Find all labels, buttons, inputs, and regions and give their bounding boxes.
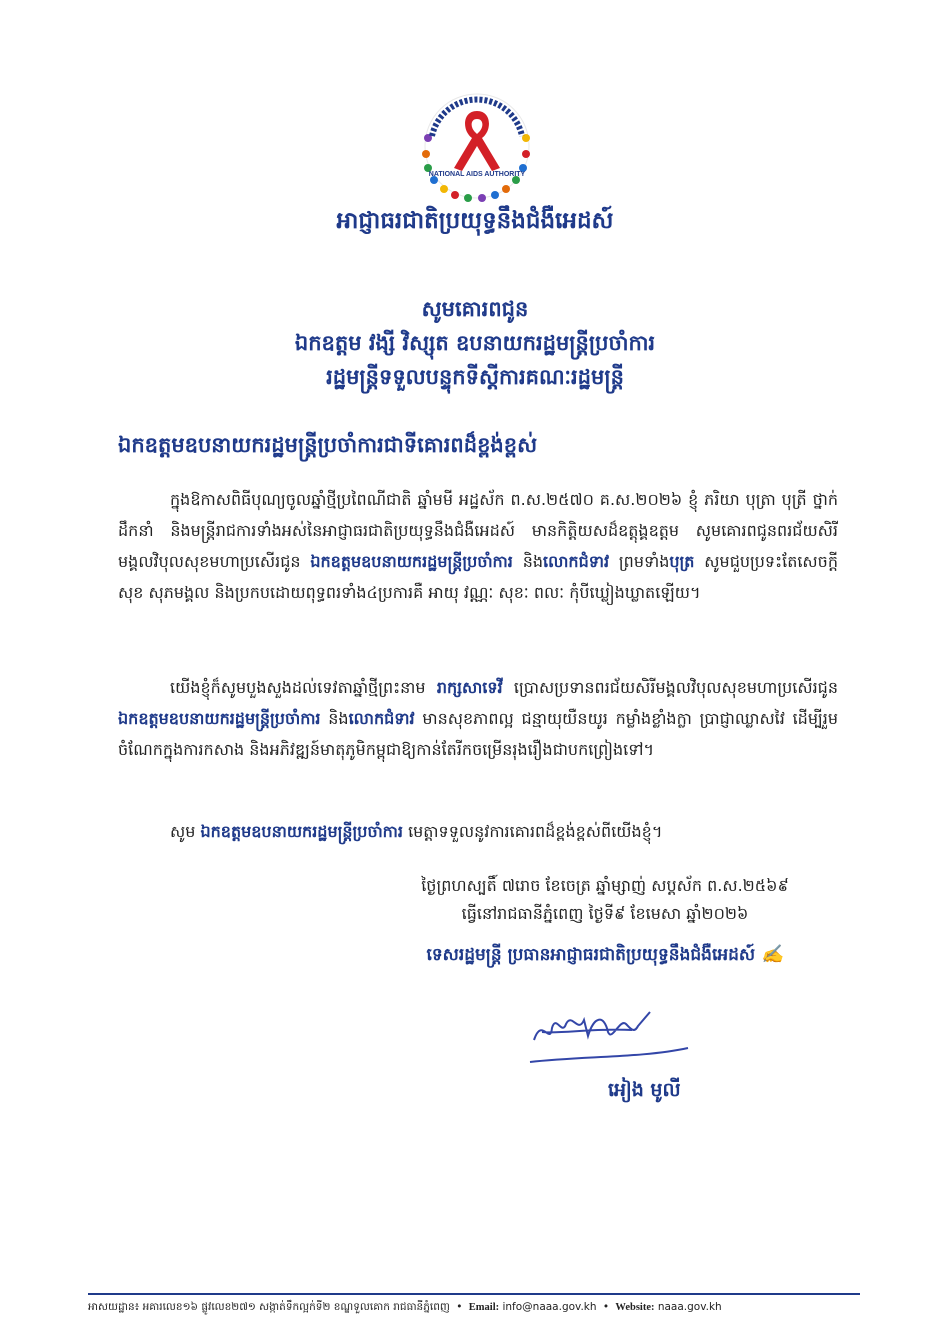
- body-paragraph-1: [118, 484, 838, 608]
- website-link[interactable]: naaa.gov.kh: [657, 1301, 722, 1313]
- addressee-line-3: រដ្ឋមន្ត្រីទទួលបន្ទុកទីស្តីការគណៈរដ្ឋមន្ត្រី: [326, 364, 624, 389]
- text: សូមជួបប្រទះតែសេចក្តីសុខ សុភមង្គល និងប្រកបដោយពុទ្ធពរទាំង៤ប្រការគឺ អាយុ វណ្ណៈ សុខៈ ពលៈ កុំបីឃ្លៀងឃ្លាតឡើយ។: [118, 552, 838, 602]
- bold-text: លោកជំទាវ: [348, 709, 415, 728]
- addressee-line-1: សូមគោរពជូន: [421, 296, 529, 321]
- text: ប្រោសប្រទានពរជ័យសិរីមង្គលវិបុលសុខមហាប្រសើរជូន: [502, 678, 838, 697]
- national-aids-authority-logo: [402, 76, 552, 206]
- lunar-date: ថ្ងៃព្រហស្បតិ៍ ៧រោច ខែចេត្រ ឆ្នាំម្សាញ់ សប្តស័ក ព.ស.២៥៦៩: [421, 876, 789, 895]
- signer-name: អៀង មូលី: [608, 1079, 681, 1101]
- addressee-block: [0, 292, 950, 394]
- website-label: Website:: [615, 1302, 655, 1313]
- separator-dot: •: [602, 1301, 610, 1313]
- text: សូម: [170, 822, 201, 841]
- footer-address: អាសយដ្ឋាន៖ អគារលេខ១៦ ផ្លូវលេខ២៧១ សង្កាត់ទឹកល្អក់ទី២ ខណ្ឌទួលគោក រាជធានីភ្នំពេញ: [88, 1301, 450, 1313]
- body-paragraph-2: [118, 672, 838, 765]
- signer-title: [370, 944, 840, 969]
- date-block: [370, 872, 840, 928]
- text: ក្នុងឱកាសពិធីបុណ្យចូលឆ្នាំថ្មីប្រពៃណីជាតិ ឆ្នាំមមី អដ្ឋស័ក ព.ស.២៥៧០ គ.ស.២០២៦ ខ្ញុំ ភរិយា បុត្រា បុត្រី ថ្នាក់ដឹកនាំ និងមន្ត្រីរាជការទាំងអស់នៃអាជ្ញាធរជាតិប្រយុទ្ធនឹងជំងឺអេដស៍ មានកិត្តិយសដ៏ឧត្តុង្គឧត្តម សូមគោរពជូនពរជ័យសិរីមង្គលវិបុលសុខមហាប្រសើរជូន: [118, 490, 838, 571]
- text: និង: [512, 552, 544, 571]
- email-label: Email:: [468, 1302, 500, 1313]
- separator-dot: •: [456, 1301, 463, 1313]
- bold-text: បុត្រ: [669, 552, 695, 571]
- bold-text: ឯកឧត្តមឧបនាយករដ្ឋមន្ត្រីប្រចាំការ: [200, 822, 403, 841]
- bold-text: រាក្សសាទេវី: [436, 678, 503, 697]
- salutation: ឯកឧត្តមឧបនាយករដ្ឋមន្ត្រីប្រចាំការជាទីគោរពដ៏ខ្ពង់ខ្ពស់: [118, 432, 538, 457]
- addressee-line-2: ឯកឧត្តម វង្សី វិស្សុត ឧបនាយករដ្ឋមន្ត្រីប្រចាំការ: [294, 330, 656, 355]
- text: ព្រមទាំង: [609, 552, 670, 571]
- email-link[interactable]: info@naaa.gov.kh: [502, 1301, 597, 1313]
- bold-text: ឯកឧត្តមឧបនាយករដ្ឋមន្ត្រីប្រចាំការ: [118, 709, 321, 728]
- initial-mark-icon: ✍: [761, 944, 784, 965]
- red-ribbon-icon: [454, 111, 500, 171]
- footer: [88, 1301, 868, 1316]
- organization-name: អាជ្ញាធរជាតិប្រយុទ្ធនឹងជំងឺអេដស៍: [336, 207, 614, 234]
- text: មានសុខភាពល្អ ជន្មាយុយឺនយូរ កម្លាំងខ្លាំងក្លា ប្រាជ្ញាឈ្លាសវៃ ដើម្បីរួមចំណែកក្នុងការកសាង និងអភិវឌ្ឍន៍មាតុភូមិកម្ពុជាឱ្យកាន់តែរីកចម្រើនរុងរឿងជាបកព្រៀងទៅ។: [118, 709, 838, 759]
- bold-text: ឯកឧត្តមឧបនាយករដ្ឋមន្ត្រីប្រចាំការ: [310, 552, 513, 571]
- footer-divider: [88, 1293, 860, 1295]
- handwritten-signature: [522, 1006, 692, 1066]
- logo-caption: NATIONAL AIDS AUTHORITY: [428, 171, 526, 178]
- solar-date: ធ្វើនៅរាជធានីភ្នំពេញ ថ្ងៃទី៩ ខែមេសា ឆ្នាំ២០២៦: [461, 904, 749, 923]
- text: យើងខ្ញុំក៏សូមបួងសួងដល់ទេវតាឆ្នាំថ្មីព្រះនាម: [170, 678, 437, 697]
- bold-text: លោកជំទាវ: [543, 552, 610, 571]
- text: និង: [320, 709, 349, 728]
- signer-title-text: ទេសរដ្ឋមន្ត្រី ប្រធានអាជ្ញាធរជាតិប្រយុទ្ធនឹងជំងឺអេដស៍: [426, 945, 756, 965]
- text: មេត្តាទទួលនូវការគោរពដ៏ខ្ពង់ខ្ពស់ពីយើងខ្ញុំ។: [402, 822, 663, 841]
- body-paragraph-3: [118, 816, 838, 847]
- people-ring: [422, 94, 530, 202]
